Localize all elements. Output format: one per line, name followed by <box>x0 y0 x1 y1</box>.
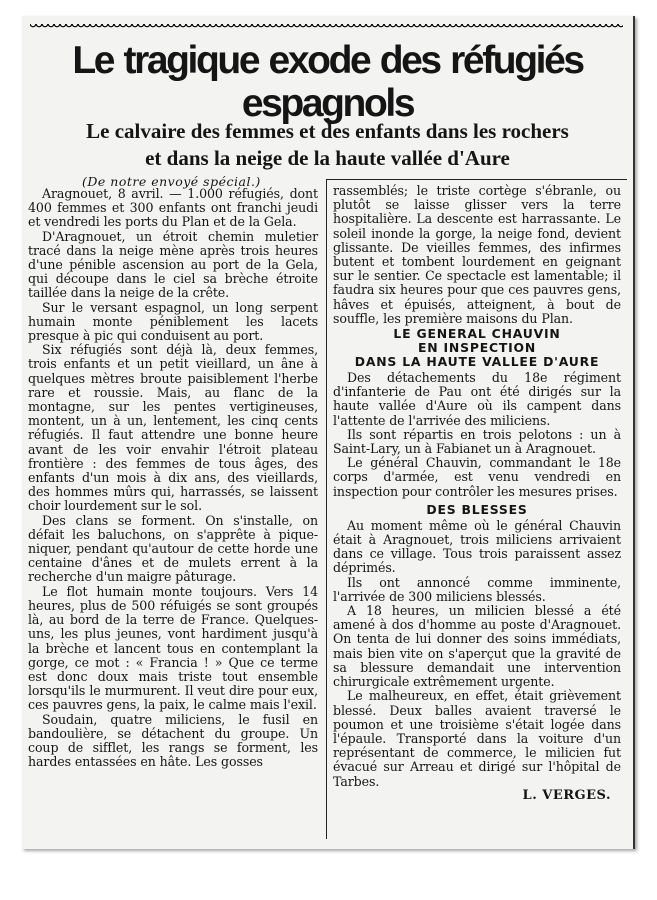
paragraph: Ils sont répartis en trois pelotons : un à Saint-Lary, un à Fabianet un à Aragnouet. <box>333 426 621 457</box>
section-heading-line: DANS LA HAUTE VALLEE D'AURE <box>354 354 600 370</box>
paragraph: Soudain, quatre miliciens, le fusil en bandoulière, se détachent du groupe. Un coup de sifflet, les rangs se forment, les hardes entassées en hâte. Les gosses <box>28 711 318 770</box>
paragraph: Ils ont annoncé comme imminente, l'arrivée de 300 miliciens blessés. <box>333 574 621 604</box>
paragraph: A 18 heures, un milicien blessé a été amené à dos d'homme au poste d'Aragnouet. On tenta de lui donner des soins immédiats, mais bien vite on s'aperçut que la gravité de sa blessure demandait une intervention chirurgicale extrêmement urgente. <box>333 603 621 690</box>
section-heading-general-chauvin <box>333 327 621 369</box>
paragraph: D'Aragnouet, un étroit chemin muletier tracé dans la neige mène après trois heures d'une pénible ascension au port de la Gela, qui découpe dans le ciel sa brèche étroite taillée dans la neige de la crête. <box>28 228 318 301</box>
paragraph: Au moment même où le général Chauvin était à Aragnouet, trois miliciens arrivaient dans ce village. Tous trois paraissent assez déprimés. <box>333 517 621 576</box>
subheadline-2: et dans la neige de la haute vallée d'Aure <box>145 146 510 170</box>
paragraph: Le flot humain monte toujours. Vers 14 heures, plus de 500 réfuigés se sont groupés là, au bord de la terre de France. Quelques-uns, les plus jeunes, vont hardiment jusqu'à la brèche et lancent tous en contemplant la gorge, ce mot : « Francia ! » Que ce terme est donc doux mais triste tout ensemble lorsqu'ils le murmurent. Il veut dire pour eux, ces pauvres gens, la paix, le calme mais l'exil. <box>28 583 318 713</box>
paragraph: rassemblés; le triste cortège s'ébranle, ou plutôt se laisse glisser vers la terre hospitalière. La descente est harrassante. Le soleil inonde la gorge, la neige fond, devient glissante. De vieilles femmes, des infirmes butent et tombent lourdement en geignant sur le sentier. Ce spectacle est lamentable; il faudra six heures pour que ces pauvres gens, hâves et épuisés, atteignent, à bout de souffle, les première maisons du Plan. <box>333 183 621 326</box>
paragraph: Des clans se forment. On s'installe, on défait les baluchons, on s'apprête à pique-niquer, pendant qu'autour de cette horde une centaine d'ânes et de mulets errent à la recherche d'un maigre pâturage. <box>28 512 318 585</box>
section-heading-des-blesses: DES BLESSES <box>426 501 528 517</box>
headline: Le tragique exode des réfugiés espagnols <box>72 39 583 125</box>
paragraph: Des détachements du 18e régiment d'infanterie de Pau ont été dirigés sur la haute vallée d'Aure où ils campent dans l'attente de l'arrivée des miliciens. <box>333 370 621 428</box>
section-heading-line: EN INSPECTION <box>417 340 537 356</box>
right-column-box <box>326 179 627 839</box>
author-signature: L. VERGES. <box>522 787 611 803</box>
byline: (De notre envoyé spécial.) <box>82 174 261 189</box>
subheadline-1: Le calvaire des femmes et des enfants dans les rochers <box>86 119 569 143</box>
paragraph: Sur le versant espagnol, un long serpent humain monte péniblement les lacets presque à pic qui conduisent au port. <box>28 299 318 344</box>
newspaper-clipping <box>22 16 635 849</box>
paragraph: Aragnouet, 8 avril. — 1.000 réfugiés, dont 400 femmes et 300 enfants ont franchi jeudi et vendredi les ports du Plan et de la Gela. <box>28 186 318 230</box>
decorative-wavy-rule <box>30 24 623 30</box>
right-column <box>333 184 621 803</box>
paragraph: Le malheureux, en effet, était grièvement blessé. Deux balles avaient traversé le poumon et une troisième s'était logée dans l'épaule. Transporté dans la voiture d'un représentant de commerce, le milicien fut évacué sur Arreau et dirigé sur l'hôpital de Tarbes. <box>333 688 621 789</box>
paragraph: Six réfugiés sont déjà là, deux femmes, trois enfants et un petit vieillard, un âne à quelques mètres broute paisiblement l'herbe rare et roussie. Mais, au flanc de la montagne, sur les pentes vertigineuses, montent, un à un, lentement, les cinq cents réfugiés. Il faut attendre une bonne heure avant de les voir envahir l'étroit plateau frontière : des femmes de tous âges, des enfants d'un mois à dix ans, des vieillards, des hommes mûrs qui, harrassés, se laissent choir lourdement sur le sol. <box>28 342 318 514</box>
paragraph: Le général Chauvin, commandant le 18e corps d'armée, est venu vendredi en inspection pour contrôler les mesures prises. <box>333 455 621 499</box>
section-heading-line: LE GENERAL CHAUVIN <box>393 326 561 342</box>
left-column <box>28 187 318 769</box>
